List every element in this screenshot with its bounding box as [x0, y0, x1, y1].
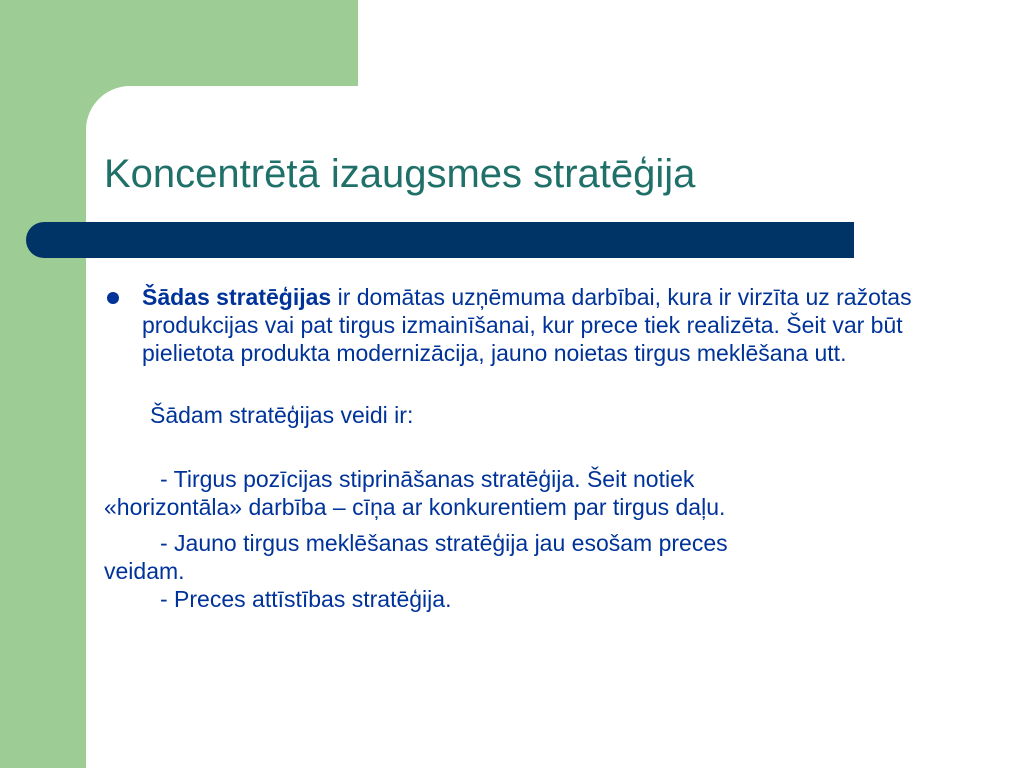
subheading: Šādam stratēģijas veidi ir:: [150, 402, 414, 428]
strategy-item-line: veidam.: [104, 558, 185, 584]
bullet-rest: ir domātas uzņēmuma darbībai, kura ir virzīta uz ražotas produkcijas vai pat tirgus izmainīšanai, kur prece tiek realizēta. Šeit var būt pielietota produkta modernizācija, jauno noietas tirgus meklēšana utt.: [142, 284, 912, 366]
strategy-item-line: «horizontāla» darbība – cīņa ar konkurentiem par tirgus daļu.: [104, 494, 726, 520]
slide-body: [104, 283, 924, 613]
strategy-item: [104, 465, 924, 521]
strategy-item-line: - Preces attīstības stratēģija.: [160, 586, 452, 612]
bullet-dot-icon: [107, 292, 119, 304]
strategy-item-line: - Jauno tirgus meklēšanas stratēģija jau esošam preces: [160, 530, 728, 556]
strategy-item: [104, 529, 924, 613]
bullet-item: [104, 283, 924, 367]
bullet-text: [142, 283, 924, 367]
title-underline-bar: [26, 222, 854, 258]
bullet-bold-lead: Šādas stratēģijas: [142, 284, 332, 310]
strategy-item-line: - Tirgus pozīcijas stiprināšanas stratēģija. Šeit notiek: [160, 466, 695, 492]
slide-title: Koncentrētā izaugsmes stratēģija: [104, 152, 696, 196]
